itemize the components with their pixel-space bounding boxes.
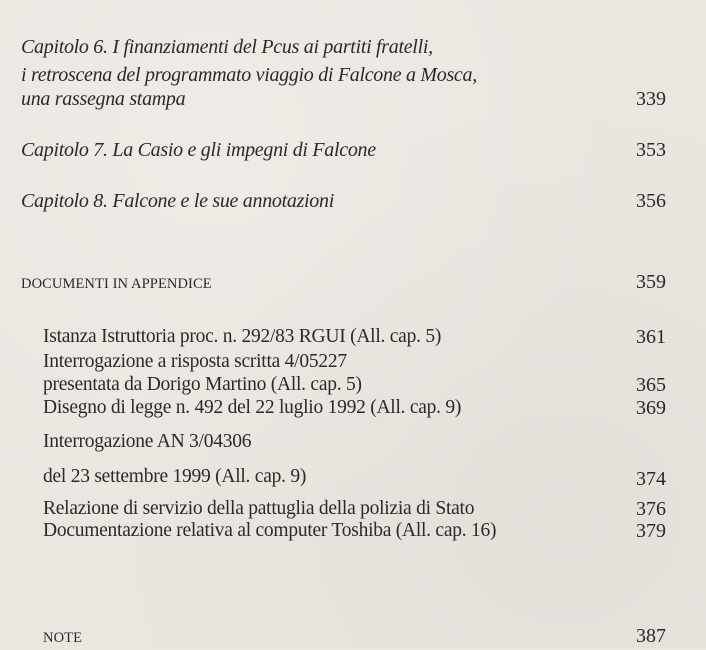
- page-number: 356: [636, 190, 666, 212]
- page-number: 365: [636, 374, 666, 396]
- section-heading: DOCUMENTI IN APPENDICE: [21, 276, 212, 292]
- page-number: 379: [636, 520, 666, 542]
- chapter-title-line: i retroscena del programmato viaggio di Falcone a Mosca,: [21, 64, 477, 86]
- page-number: 374: [636, 468, 666, 490]
- page-number: 339: [636, 88, 666, 110]
- appendix-item-line: Disegno di legge n. 492 del 22 luglio 1992 (All. cap. 9): [43, 397, 462, 418]
- page-number: 359: [636, 271, 666, 293]
- page-number: 376: [636, 498, 666, 520]
- page-number: 361: [636, 326, 666, 348]
- section-heading: NOTE: [43, 630, 83, 646]
- appendix-item-line: Interrogazione AN 3/04306: [43, 431, 252, 452]
- appendix-item-line: Documentazione relativa al computer Toshiba (All. cap. 16): [43, 520, 497, 541]
- page-number: 369: [636, 397, 666, 419]
- appendix-item-line: del 23 settembre 1999 (All. cap. 9): [43, 466, 307, 487]
- appendix-item-line: Relazione di servizio della pattuglia della polizia di Stato: [43, 498, 475, 519]
- chapter-title-line: una rassegna stampa: [21, 88, 186, 110]
- chapter-title-line: Capitolo 8. Falcone e le sue annotazioni: [21, 190, 334, 212]
- appendix-item-line: presentata da Dorigo Martino (All. cap. 5): [43, 374, 362, 395]
- page-number: 353: [636, 139, 666, 161]
- appendix-item-line: Istanza Istruttoria proc. n. 292/83 RGUI (All. cap. 5): [43, 326, 442, 347]
- appendix-item-line: Interrogazione a risposta scritta 4/05227: [43, 351, 347, 372]
- chapter-title-line: Capitolo 7. La Casio e gli impegni di Falcone: [21, 139, 376, 161]
- page-number: 387: [636, 625, 666, 647]
- chapter-title-line: Capitolo 6. I finanziamenti del Pcus ai partiti fratelli,: [21, 36, 433, 58]
